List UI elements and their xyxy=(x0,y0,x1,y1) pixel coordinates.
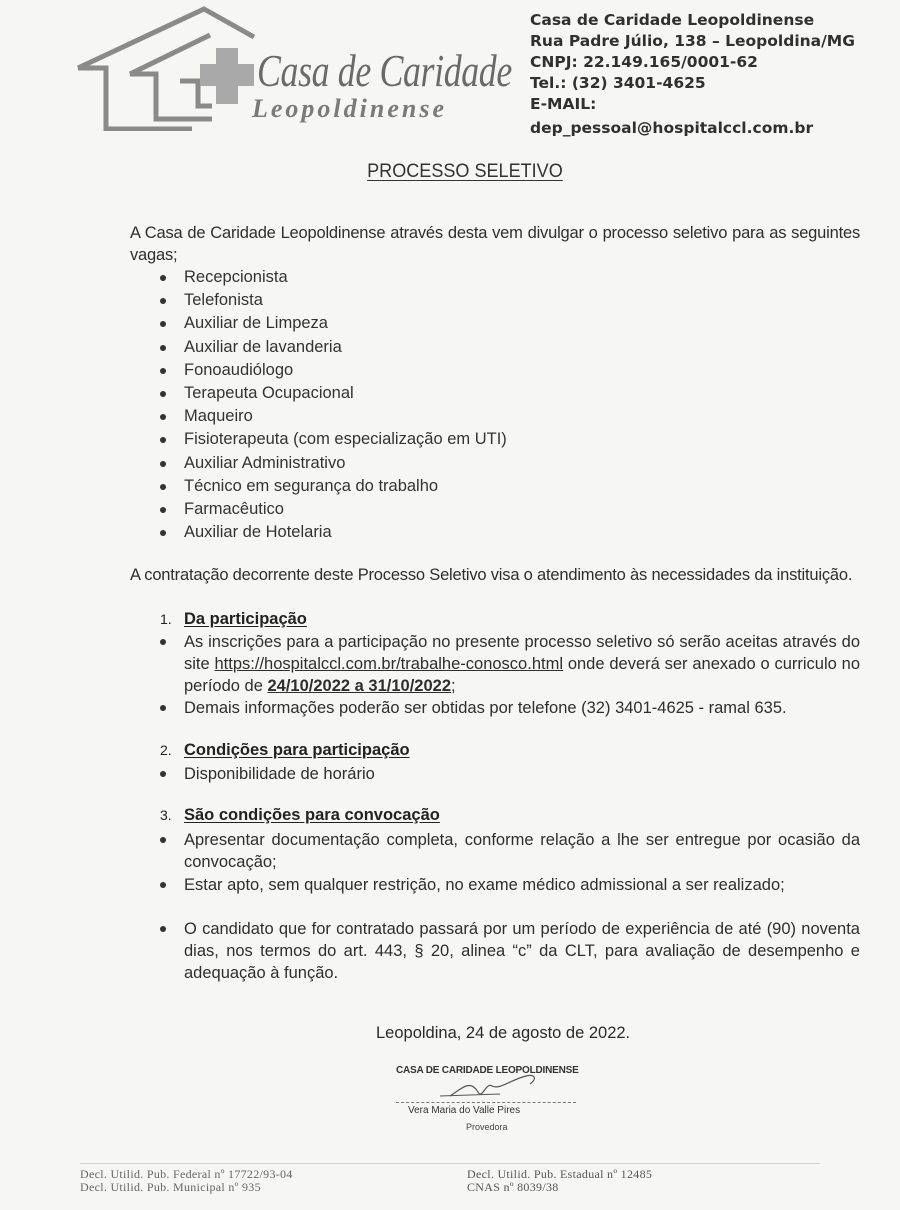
document-title-wrap xyxy=(0,161,900,183)
org-email[interactable]: dep_pessoal@hospitalccl.com.br xyxy=(530,119,814,137)
bullet-icon xyxy=(160,837,166,843)
list-item xyxy=(160,763,860,785)
section-heading-convocacao xyxy=(160,806,440,825)
job-item: Fisioterapeuta (com especialização em UTI) xyxy=(160,428,507,451)
footer-left xyxy=(80,1168,293,1194)
job-item: Auxiliar de Limpeza xyxy=(160,312,507,335)
section-number: 3. xyxy=(160,807,172,823)
job-list xyxy=(160,266,507,544)
section-title: São condições para convocação xyxy=(184,806,440,824)
date-line: Leopoldina, 24 de agosto de 2022. xyxy=(376,1024,631,1042)
job-item: Recepcionista xyxy=(160,266,507,289)
item-text: Apresentar documentação completa, conforme relação a lhe ser entregue por ocasião da convocação; xyxy=(184,831,860,871)
item-text: onde deverá ser anexado o curriculo no período de xyxy=(184,655,860,695)
section-heading-participacao xyxy=(160,610,307,629)
email-label: E-MAIL: xyxy=(530,95,597,113)
list-item xyxy=(160,918,860,984)
list-item xyxy=(160,829,860,873)
item-text: Disponibilidade de horário xyxy=(184,765,375,783)
job-item: Auxiliar de Hotelaria xyxy=(160,521,507,544)
item-text: Estar apto, sem qualquer restrição, no exame médico admissional a ser realizado; xyxy=(184,876,785,894)
item-text: As inscrições para a participação no presente processo seletivo só serão aceitas através do site xyxy=(184,633,860,673)
section-heading-condicoes xyxy=(160,741,410,760)
intro-paragraph: A Casa de Caridade Leopoldinense através desta vem divulgar o processo seletivo para as seguintes vagas; xyxy=(130,224,860,264)
job-item: Terapeuta Ocupacional xyxy=(160,382,507,405)
job-item: Farmacêutico xyxy=(160,498,507,521)
hiring-paragraph: A contratação decorrente deste Processo Seletivo visa o atendimento às necessidades da instituição. xyxy=(130,566,853,584)
footer-text: CNAS nº 8039/38 xyxy=(467,1180,559,1194)
list-item xyxy=(160,874,860,896)
bullet-icon xyxy=(160,705,166,711)
logo-title: Casa de Caridade xyxy=(257,45,512,96)
list-item xyxy=(160,631,860,697)
list-item xyxy=(160,697,860,719)
registration-period: 24/10/2022 a 31/10/2022 xyxy=(267,677,451,695)
org-cnpj: CNPJ: 22.149.165/0001-62 xyxy=(530,53,758,71)
job-item: Fonoaudiólogo xyxy=(160,359,507,382)
org-address: Rua Padre Júlio, 138 – Leopoldina/MG xyxy=(530,32,855,50)
registration-link[interactable]: https://hospitalccl.com.br/trabalhe-conosco.html xyxy=(214,655,563,673)
bullet-icon xyxy=(160,771,166,777)
organization-logo xyxy=(72,6,512,131)
job-item: Técnico em segurança do trabalho xyxy=(160,475,507,498)
footer-divider xyxy=(80,1163,820,1164)
item-text: ; xyxy=(451,677,456,695)
org-name: Casa de Caridade Leopoldinense xyxy=(530,11,815,29)
house-cross-logo-icon xyxy=(72,6,272,131)
job-item: Auxiliar Administrativo xyxy=(160,452,507,475)
section-title: Da participação xyxy=(184,610,307,628)
job-item: Maqueiro xyxy=(160,405,507,428)
org-phone: Tel.: (32) 3401-4625 xyxy=(530,74,706,92)
footer-text: Decl. Utilid. Pub. Estadual nº 12485 xyxy=(467,1167,653,1181)
job-item: Telefonista xyxy=(160,289,507,312)
bullet-icon xyxy=(160,926,166,932)
job-item: Auxiliar de lavanderia xyxy=(160,336,507,359)
bullet-icon xyxy=(160,882,166,888)
contact-block xyxy=(530,10,855,139)
section-number: 1. xyxy=(160,611,172,627)
footer-right xyxy=(467,1168,652,1194)
signature-line xyxy=(396,1102,576,1103)
signature-scribble-icon xyxy=(430,1072,550,1102)
institution-stamp: CASA DE CARIDADE LEOPOLDINENSE xyxy=(396,1065,579,1076)
footer-text: Decl. Utilid. Pub. Federal nº 17722/93-04 xyxy=(80,1167,293,1181)
section-number: 2. xyxy=(160,742,172,758)
bullet-icon xyxy=(160,639,166,645)
logo-subtitle: Leopoldinense xyxy=(252,94,447,123)
document-title: PROCESSO SELETIVO xyxy=(367,161,563,182)
signatory-role: Provedora xyxy=(466,1122,508,1132)
item-text: O candidato que for contratado passará por um período de experiência de até (90) noventa dias, nos termos do art. 443, § 20, alinea “c” da CLT, para avaliação de desempenho e adequação à função. xyxy=(184,920,860,982)
footer-text: Decl. Utilid. Pub. Municipal nº 935 xyxy=(80,1180,261,1194)
section-title: Condições para participação xyxy=(184,741,410,759)
signatory-name: Vera Maria do Valle Pires xyxy=(408,1105,521,1116)
item-text: Demais informações poderão ser obtidas por telefone (32) 3401-4625 - ramal 635. xyxy=(184,699,787,717)
